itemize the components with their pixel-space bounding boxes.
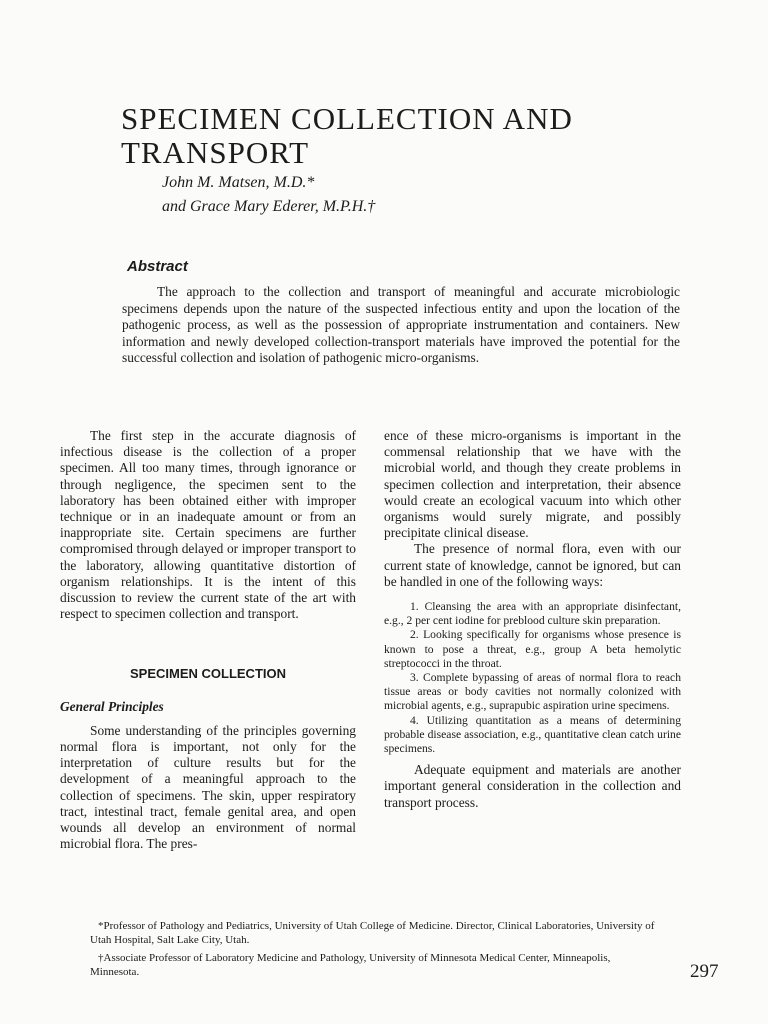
section-heading: SPECIMEN COLLECTION	[129, 666, 286, 682]
footnote: *Professor of Pathology and Pediatrics, University of Utah College of Medicine. Director, Clinical Laboratories, University of Utah Hospital, Salt Lake City, Utah.	[90, 920, 655, 946]
left-column	[60, 428, 356, 852]
general-principles-paragraph: Some understanding of the principles governing normal flora is important, not only for the interpretation of culture results but for the development of a meaningful approach to the collection of specimens. The skin, upper respiratory tract, intestinal tract, female genital area, and open wounds all develop an environment of normal microbial flora. The pres-	[60, 722, 356, 852]
footnote: †Associate Professor of Laboratory Medicine and Pathology, University of Minnesota Medical Center, Minneapolis, Minnesota.	[90, 952, 611, 978]
footnotes	[90, 920, 660, 984]
abstract-text: The approach to the collection and transport of meaningful and accurate microbiologic specimens depends upon the nature of the suspected infectious entity and upon the location of the pathogenic process, as well as the possession of appropriate instrumentation and containers. New information and newly developed collection-transport materials have improved the potential for the successful collection and isolation of pathogenic micro-organisms.	[122, 284, 680, 366]
list-item: 1. Cleansing the area with an appropriate disinfectant, e.g., 2 per cent iodine for preblood culture skin preparation.	[384, 600, 681, 628]
normal-flora-paragraph: The presence of normal flora, even with our current state of knowledge, cannot be ignored, but can be handled in one of the following ways:	[384, 541, 681, 589]
equipment-paragraph: Adequate equipment and materials are another important general consideration in the collection and transport process.	[384, 762, 681, 810]
list-item: 4. Utilizing quantitation as a means of determining probable disease association, e.g., quantitative clean catch urine specimens.	[384, 713, 681, 756]
subsection-heading: General Principles	[60, 698, 164, 714]
right-column	[384, 428, 681, 811]
continued-paragraph: ence of these micro-organisms is important in the commensal relationship that we have with the microbial world, and though they create problems in specimen collection and interpretation, their absence would create an ecological vacuum into which other organisms would surely migrate, and possibly precipitate clinical disease.	[384, 428, 681, 541]
article-title: SPECIMEN COLLECTION AND TRANSPORT	[121, 101, 573, 170]
intro-paragraph: The first step in the accurate diagnosis of infectious disease is the collection of a proper specimen. All too many times, through ignorance or through negligence, the specimen sent to the laboratory has been obtained either with improper technique or in an inadequate amount or from an inappropriate site. Certain specimens are further compromised through delayed or improper transport to the laboratory, allowing quantitative distortion of organism relationships. It is the intent of this discussion to review the current state of the art with respect to specimen collection and transport.	[60, 428, 356, 622]
abstract-heading: Abstract	[127, 258, 188, 275]
author-line-2: and Grace Mary Ederer, M.P.H.†	[162, 198, 376, 215]
numbered-list	[384, 600, 681, 756]
page-number: 297	[690, 961, 719, 982]
list-item: 3. Complete bypassing of areas of normal flora to reach tissue areas or body cavities not normally colonized with microbial agents, e.g., suprapubic aspiration urine specimens.	[384, 671, 681, 713]
list-item: 2. Looking specifically for organisms whose presence is known to pose a threat, e.g., group A beta hemolytic streptococci in the throat.	[384, 628, 681, 670]
author-line-1: John M. Matsen, M.D.*	[162, 174, 315, 191]
